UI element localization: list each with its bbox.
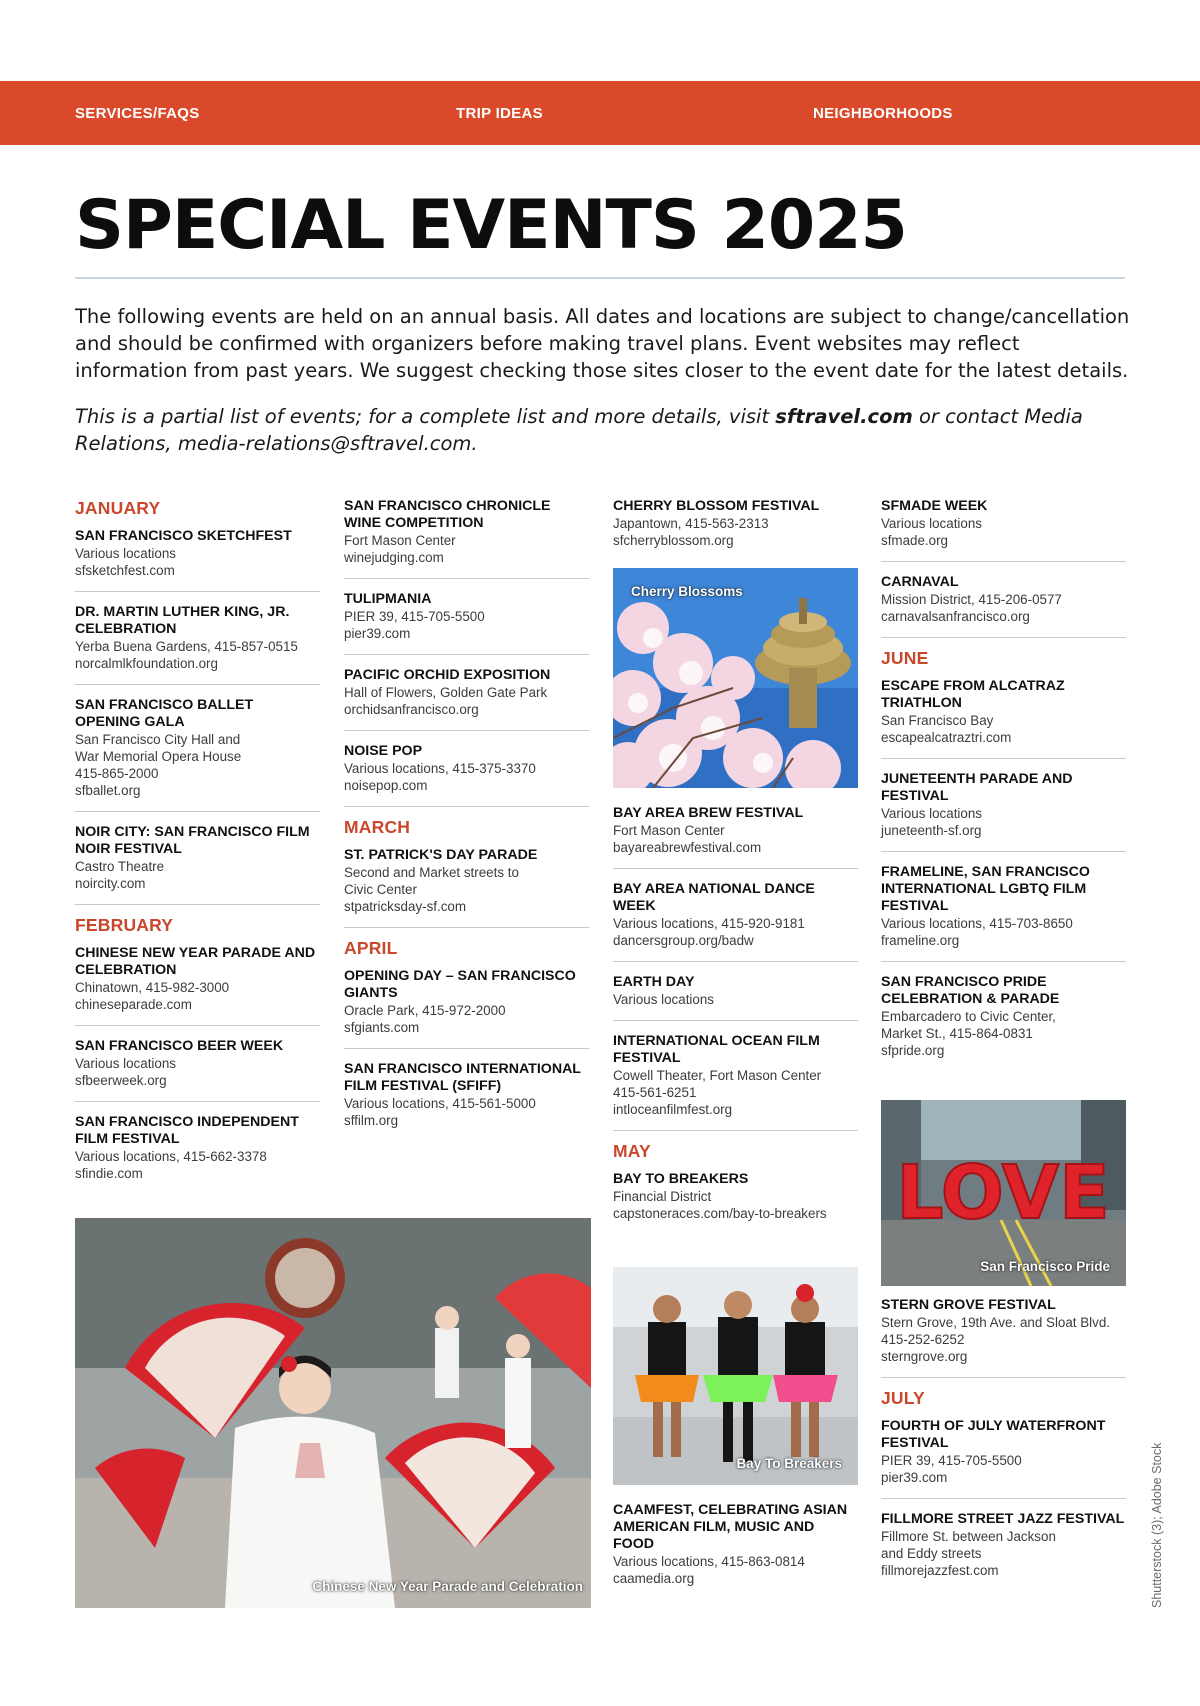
event-item [881,1297,1126,1378]
event-name: DR. MARTIN LUTHER KING, JR. CELEBRATION [75,604,290,637]
event-website-link[interactable]: escapealcatraztri.com [881,730,1012,745]
event-list [344,968,589,1141]
event-website-link[interactable]: juneteenth-sf.org [881,823,982,838]
event-item [344,743,589,807]
events-column-4-bottom [881,1297,1126,1603]
event-name: STERN GROVE FESTIVAL [881,1297,1056,1313]
event-website-link[interactable]: noisepop.com [344,778,428,793]
event-item [881,498,1126,562]
events-column-2 [344,498,589,1153]
event-name: SAN FRANCISCO INTERNATIONAL FILM FESTIVAL (SFIFF) [344,1061,581,1094]
event-item [613,1171,858,1234]
event-list [344,498,589,807]
event-website-link[interactable]: bayareabrewfestival.com [613,840,762,855]
event-item [75,604,320,685]
event-detail: 415-561-6251 [613,1085,697,1100]
event-detail: Embarcadero to Civic Center, [881,1009,1056,1024]
event-name: JUNETEENTH PARADE AND FESTIVAL [881,771,1073,804]
event-item [613,1502,858,1599]
title-divider [75,277,1125,279]
event-name: NOIR CITY: SAN FRANCISCO FILM NOIR FESTIVAL [75,824,310,857]
event-item [613,881,858,962]
event-detail: Cowell Theater, Fort Mason Center [613,1068,822,1083]
event-detail: San Francisco City Hall and [75,732,241,747]
note-text-1: This is a partial list of events; for a complete list and more details, visit [75,405,776,428]
month-heading-march: MARCH [344,817,411,837]
event-item [613,498,858,561]
event-detail: Hall of Flowers, Golden Gate Park [344,685,548,700]
event-detail: Various locations [75,546,176,561]
event-detail: Chinatown, 415-982-3000 [75,980,230,995]
month-heading-july: JULY [881,1388,925,1408]
love-balloon-letters: LOVE [896,1150,1110,1236]
event-item [881,771,1126,852]
event-detail: Various locations, 415-863-0814 [613,1554,805,1569]
event-item [344,591,589,655]
event-website-link[interactable]: sffilm.org [344,1113,399,1128]
event-item [613,1033,858,1131]
event-name: SAN FRANCISCO PRIDE CELEBRATION & PARADE [881,974,1060,1007]
event-detail: Various locations, 415-375-3370 [344,761,536,776]
bay-to-breakers-photo [613,1267,858,1485]
event-item [344,667,589,731]
event-item [75,528,320,592]
event-item [881,864,1126,962]
event-name: SAN FRANCISCO INDEPENDENT FILM FESTIVAL [75,1114,299,1147]
event-name: SAN FRANCISCO CHRONICLE WINE COMPETITION [344,498,551,531]
event-list [613,498,858,561]
event-detail: Fort Mason Center [613,823,725,838]
event-item [75,697,320,812]
event-website-link[interactable]: chineseparade.com [75,997,192,1012]
event-website-link[interactable]: winejudging.com [344,550,444,565]
event-item [881,974,1126,1071]
event-detail: Castro Theatre [75,859,165,874]
event-detail: Various locations [881,516,982,531]
sf-pride-caption: San Francisco Pride [980,1259,1110,1274]
event-list [881,678,1126,1071]
month-heading-april: APRIL [344,938,398,958]
event-name: ST. PATRICK'S DAY PARADE [344,847,538,863]
event-name: OPENING DAY – SAN FRANCISCO GIANTS [344,968,576,1001]
event-detail: Various locations [881,806,982,821]
event-detail: Oracle Park, 415-972-2000 [344,1003,506,1018]
sftravel-link[interactable]: sftravel.com [775,405,913,428]
event-list [344,847,589,928]
nav-services-faqs[interactable]: SERVICES/FAQS [75,105,200,122]
event-detail: Various locations [613,992,714,1007]
intro-paragraph: The following events are held on an annual basis. All dates and locations are subject to change/cancellation and should be confirmed with organizers before making travel plans. Event websites may reflect information from past years. We suggest checking those sites closer to the event date for the latest details. [75,305,1130,382]
event-website-link[interactable]: sterngrove.org [881,1349,968,1364]
event-name: SAN FRANCISCO SKETCHFEST [75,528,292,544]
event-list [881,1297,1126,1378]
chinese-new-year-photo [75,1218,591,1608]
events-column-4 [881,498,1126,1083]
bay-to-breakers-caption: Bay To Breakers [736,1456,842,1471]
event-item [344,847,589,928]
nav-neighborhoods[interactable]: NEIGHBORHOODS [813,105,953,122]
event-name: EARTH DAY [613,974,695,990]
event-website-link[interactable]: sfcherryblossom.org [613,533,734,548]
month-heading-may: MAY [613,1141,651,1161]
event-website-link[interactable]: caamedia.org [613,1571,695,1586]
event-detail: PIER 39, 415-705-5500 [344,609,485,624]
event-item [613,974,858,1021]
event-item [881,678,1126,759]
event-detail: Financial District [613,1189,712,1204]
event-website-link[interactable]: capstoneraces.com/bay-to-breakers [613,1206,827,1221]
event-detail: San Francisco Bay [881,713,994,728]
event-website-link[interactable]: sfmade.org [881,533,948,548]
event-website-link[interactable]: carnavalsanfrancisco.org [881,609,1030,624]
event-website-link[interactable]: fillmorejazzfest.com [881,1563,999,1578]
event-list [613,805,858,1131]
event-item [344,498,589,579]
event-detail: Civic Center [344,882,417,897]
event-name: NOISE POP [344,743,423,759]
event-name: INTERNATIONAL OCEAN FILM FESTIVAL [613,1033,820,1066]
event-detail: and Eddy streets [881,1546,982,1561]
event-website-link[interactable]: intloceanfilmfest.org [613,1102,733,1117]
event-name: SAN FRANCISCO BALLET OPENING GALA [75,697,254,730]
sf-pride-photo [881,1100,1126,1286]
event-website-link[interactable]: sfpride.org [881,1043,945,1058]
event-name: BAY AREA BREW FESTIVAL [613,805,804,821]
event-detail: Various locations [75,1056,176,1071]
event-list [881,1418,1126,1591]
event-website-link[interactable]: sfbeerweek.org [75,1073,167,1088]
event-detail: Fort Mason Center [344,533,456,548]
event-website-link[interactable]: pier39.com [344,626,411,641]
event-list [881,498,1126,638]
event-name: BAY AREA NATIONAL DANCE WEEK [613,881,815,914]
event-website-link[interactable]: dancersgroup.org/badw [613,933,754,948]
event-detail: Yerba Buena Gardens, 415-857-0515 [75,639,298,654]
event-detail: Japantown, 415-563-2313 [613,516,769,531]
event-website-link[interactable]: noircity.com [75,876,146,891]
event-name: TULIPMANIA [344,591,432,607]
event-list [613,1502,858,1599]
note-text-2: or contact Media Relations, media-relations@sftravel.com. [75,405,1083,455]
event-detail: Various locations, 415-561-5000 [344,1096,536,1111]
event-item [881,1511,1126,1591]
event-name: FILLMORE STREET JAZZ FESTIVAL [881,1511,1125,1527]
event-name: BAY TO BREAKERS [613,1171,749,1187]
event-item [75,824,320,905]
photo-credit: Shutterstock (3); Adobe Stock [1150,1442,1164,1608]
event-name: CHINESE NEW YEAR PARADE AND CELEBRATION [75,945,316,978]
chinese-new-year-illustration [75,1218,591,1608]
event-name: FOURTH OF JULY WATERFRONT FESTIVAL [881,1418,1106,1451]
event-detail: 415-865-2000 [75,766,159,781]
event-name: ESCAPE FROM ALCATRAZ TRIATHLON [881,678,1065,711]
cherry-blossoms-photo [613,568,858,788]
month-heading-june: JUNE [881,648,929,668]
event-name: CARNAVAL [881,574,959,590]
event-name: FRAMELINE, SAN FRANCISCO INTERNATIONAL LGBTQ FILM FESTIVAL [881,864,1090,914]
event-item [344,1061,589,1141]
event-detail: Various locations, 415-662-3378 [75,1149,267,1164]
event-detail: Various locations, 415-920-9181 [613,916,805,931]
event-item [75,945,320,1026]
event-detail: Market St., 415-864-0831 [881,1026,1033,1041]
events-column-1 [75,498,320,1206]
event-website-link[interactable]: sfballet.org [75,783,141,798]
event-detail: Mission District, 415-206-0577 [881,592,1062,607]
event-detail: PIER 39, 415-705-5500 [881,1453,1022,1468]
cherry-blossoms-caption: Cherry Blossoms [631,584,743,599]
event-website-link[interactable]: norcalmlkfoundation.org [75,656,218,671]
event-item [613,805,858,869]
event-list [613,1171,858,1234]
event-name: SFMADE WEEK [881,498,988,514]
partial-list-note [75,403,1155,457]
event-detail: War Memorial Opera House [75,749,242,764]
event-name: CHERRY BLOSSOM FESTIVAL [613,498,820,514]
event-website-link[interactable]: orchidsanfrancisco.org [344,702,479,717]
event-detail: Second and Market streets to [344,865,519,880]
event-detail: Stern Grove, 19th Ave. and Sloat Blvd. [881,1315,1111,1330]
event-list [75,945,320,1194]
chinese-new-year-caption: Chinese New Year Parade and Celebration [312,1579,583,1594]
event-detail: Various locations, 415-703-8650 [881,916,1073,931]
event-item [881,574,1126,638]
events-column-3-bottom [613,1502,858,1611]
event-item [75,1114,320,1194]
bay-to-breakers-illustration [613,1267,858,1485]
event-item [881,1418,1126,1499]
page-title: SPECIAL EVENTS 2025 [75,186,907,265]
event-website-link[interactable]: sfsketchfest.com [75,563,175,578]
event-detail: 415-252-6252 [881,1332,965,1347]
event-item [344,968,589,1049]
nav-trip-ideas[interactable]: TRIP IDEAS [456,105,543,122]
event-name: SAN FRANCISCO BEER WEEK [75,1038,284,1054]
event-name: CAAMFEST, CELEBRATING ASIAN AMERICAN FILM, MUSIC AND FOOD [613,1502,848,1552]
event-item [75,1038,320,1102]
event-detail: Fillmore St. between Jackson [881,1529,1056,1544]
month-heading-january: JANUARY [75,498,161,518]
top-nav-bar [0,81,1200,145]
month-heading-february: FEBRUARY [75,915,174,935]
event-website-link[interactable]: sfgiants.com [344,1020,420,1035]
event-name: PACIFIC ORCHID EXPOSITION [344,667,551,683]
event-website-link[interactable]: pier39.com [881,1470,948,1485]
event-website-link[interactable]: sfindie.com [75,1166,143,1181]
event-list [75,528,320,905]
event-website-link[interactable]: frameline.org [881,933,960,948]
cherry-blossoms-illustration [613,568,858,788]
event-website-link[interactable]: stpatricksday-sf.com [344,899,467,914]
